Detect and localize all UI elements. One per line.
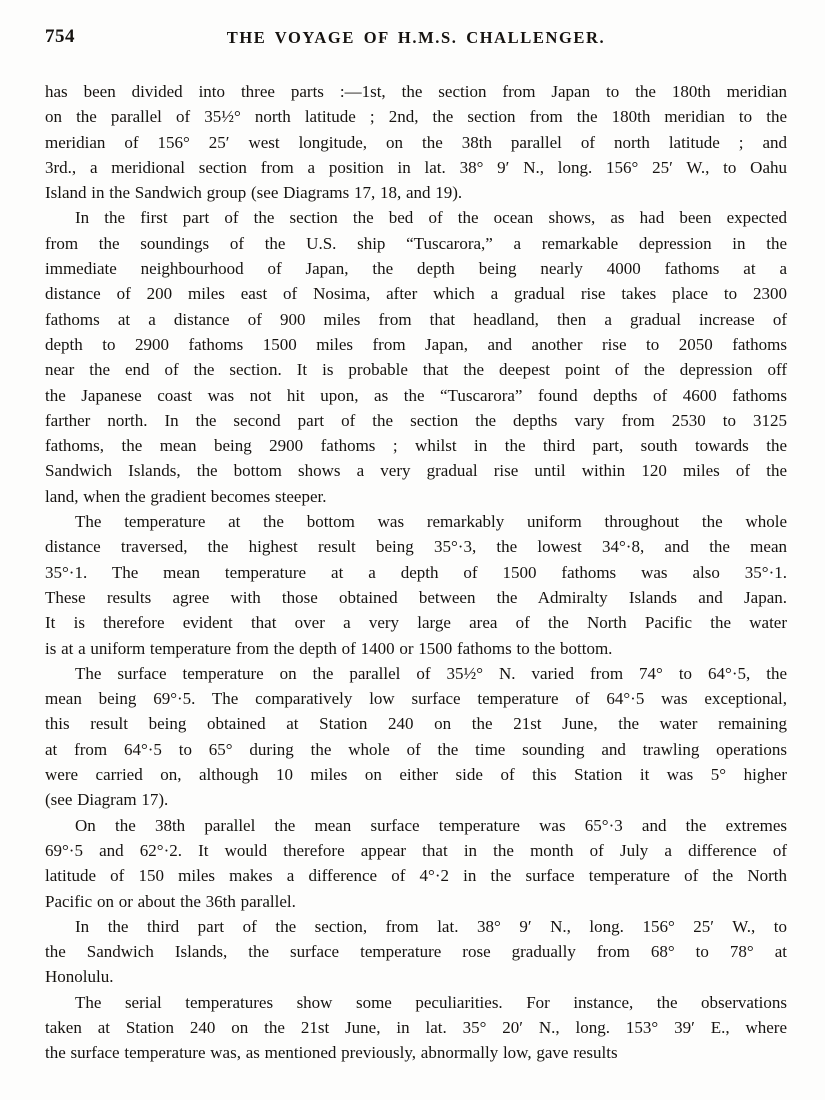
page-header	[45, 26, 787, 52]
text-line: at from 64°·5 to 65° during the whole of the time sounding and trawling operations	[45, 739, 787, 759]
paragraph	[45, 661, 787, 813]
page-body	[45, 79, 787, 1066]
text-line: It is therefore evident that over a very large area of the North Pacific the water	[45, 613, 787, 633]
text-line: 69°·5 and 62°·2. It would therefore appear that in the month of July a difference of	[45, 840, 787, 860]
paragraph	[45, 509, 787, 661]
text-line: In the third part of the section, from lat. 38° 9′ N., long. 156° 25′ W., to	[75, 916, 787, 936]
paragraph	[45, 990, 787, 1066]
text-line: on the parallel of 35½° north latitude ; 2nd, the section from the 180th meridian to the	[45, 107, 787, 127]
text-line: (see Diagram 17).	[45, 790, 169, 810]
text-line: immediate neighbourhood of Japan, the depth being nearly 4000 fathoms at a	[45, 259, 787, 279]
text-line: has been divided into three parts :—1st, the section from Japan to the 180th meridian	[45, 82, 787, 101]
text-line: distance of 200 miles east of Nosima, after which a gradual rise takes place to 2300	[45, 284, 787, 304]
text-line: The surface temperature on the parallel of 35½° N. varied from 74° to 64°·5, the	[75, 663, 787, 683]
text-line: fathoms, the mean being 2900 fathoms ; whilst in the third part, south towards the	[45, 436, 787, 456]
text-line: farther north. In the second part of the section the depths vary from 2530 to 3125	[45, 410, 787, 430]
text-line: meridian of 156° 25′ west longitude, on the 38th parallel of north latitude ; and	[45, 132, 787, 152]
text-line: taken at Station 240 on the 21st June, in lat. 35° 20′ N., long. 153° 39′ E., where	[45, 1017, 787, 1037]
text-line: Sandwich Islands, the bottom shows a very gradual rise until within 120 miles of the	[45, 461, 787, 481]
text-line: 35°·1. The mean temperature at a depth of 1500 fathoms was also 35°·1.	[45, 562, 787, 582]
text-line: the surface temperature was, as mentioned previously, abnormally low, gave results	[45, 1043, 618, 1063]
text-line: On the 38th parallel the mean surface temperature was 65°·3 and the extremes	[75, 815, 787, 835]
text-line: were carried on, although 10 miles on either side of this Station it was 5° higher	[45, 765, 787, 785]
text-line: These results agree with those obtained between the Admiralty Islands and Japan.	[45, 587, 787, 607]
text-line: land, when the gradient becomes steeper.	[45, 486, 327, 506]
text-line: Island in the Sandwich group (see Diagrams 17, 18, and 19).	[45, 183, 463, 203]
text-line: latitude of 150 miles makes a difference of 4°·2 in the surface temperature of the North	[45, 866, 787, 886]
text-line: mean being 69°·5. The comparatively low surface temperature of 64°·5 was exceptional,	[45, 689, 787, 709]
page-number: 754	[45, 26, 75, 47]
paragraph	[45, 79, 787, 205]
paragraph	[45, 914, 787, 990]
text-line: depth to 2900 fathoms 1500 miles from Japan, and another rise to 2050 fathoms	[45, 334, 787, 354]
running-title: THE VOYAGE OF H.M.S. CHALLENGER.	[226, 28, 606, 47]
text-line: the Japanese coast was not hit upon, as the “Tuscarora” found depths of 4600 fathoms	[45, 385, 787, 405]
text-line: distance traversed, the highest result being 35°·3, the lowest 34°·8, and the mean	[45, 537, 787, 557]
text-line: near the end of the section. It is probable that the deepest point of the depression off	[45, 360, 787, 380]
paragraph	[45, 205, 787, 509]
text-line: Honolulu.	[45, 967, 114, 987]
text-line: from the soundings of the U.S. ship “Tuscarora,” a remarkable depression in the	[45, 233, 787, 253]
text-line: In the first part of the section the bed of the ocean shows, as had been expected	[75, 208, 787, 228]
text-line: this result being obtained at Station 240 on the 21st June, the water remaining	[45, 714, 787, 734]
text-line: is at a uniform temperature from the depth of 1400 or 1500 fathoms to the bottom.	[45, 638, 613, 658]
text-line: The serial temperatures show some peculiarities. For instance, the observations	[75, 992, 787, 1012]
text-line: fathoms at a distance of 900 miles from that headland, then a gradual increase of	[45, 309, 787, 329]
paragraph	[45, 813, 787, 914]
text-line: the Sandwich Islands, the surface temperature rose gradually from 68° to 78° at	[45, 942, 787, 962]
text-line: The temperature at the bottom was remarkably uniform throughout the whole	[75, 512, 787, 532]
text-line: Pacific on or about the 36th parallel.	[45, 891, 296, 911]
text-line: 3rd., a meridional section from a position in lat. 38° 9′ N., long. 156° 25′ W., to Oahu	[45, 157, 787, 177]
